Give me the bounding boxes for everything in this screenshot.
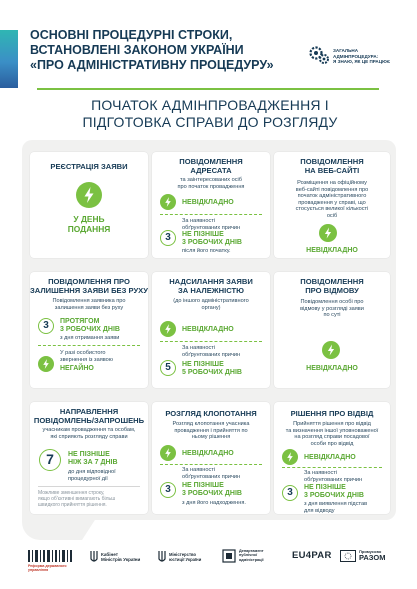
card-title: НАДСИЛАННЯ ЗАЯВИ ЗА НАЛЕЖНІСТЮ bbox=[169, 277, 253, 295]
lightning-icon bbox=[322, 341, 340, 359]
days-number-badge: 3 bbox=[160, 230, 176, 246]
trident-icon bbox=[158, 550, 166, 564]
condition-text: За наявності обґрунтованих причин bbox=[182, 218, 241, 231]
logo-caption: Кабінет Міністрів України bbox=[101, 552, 141, 563]
card-forward-application bbox=[152, 272, 270, 388]
card-subtitle: Повідомлення особі про відмову у розгляді заяви по суті bbox=[300, 299, 364, 319]
deadline-immediately: НЕВІДКЛАДНО bbox=[306, 247, 358, 254]
logo-eu4par: EU4PAR bbox=[292, 550, 332, 561]
lightning-icon bbox=[160, 321, 176, 337]
card-subtitle: та заінтересованих осіб про початок провадження bbox=[177, 177, 245, 190]
deadline-note: з дня виявлення підстав для відводу bbox=[304, 501, 368, 514]
logo-together bbox=[340, 546, 400, 576]
logo-pa-reform bbox=[28, 546, 86, 576]
lightning-icon bbox=[38, 356, 54, 372]
card-title: РЕЄСТРАЦІЯ ЗАЯВИ bbox=[50, 162, 128, 171]
deadline-days: НЕ ПІЗНІШЕ 3 РОБОЧИХ ДНІВ bbox=[304, 484, 364, 499]
logo-public-admin-dept bbox=[222, 546, 280, 576]
deadline-days: ПРОТЯГОМ 3 РОБОЧИХ ДНІВ bbox=[60, 318, 120, 333]
days-number-badge: 5 bbox=[160, 360, 176, 376]
campaign-logo bbox=[308, 44, 416, 70]
fine-print: Можливе зменшення строку, якщо об'єктивні вимагають більш швидкого прийняття рішення. bbox=[38, 490, 116, 508]
lightning-icon bbox=[160, 194, 176, 210]
condition-text: У разі особистого звернення із заявою bbox=[60, 350, 113, 363]
logo-cabinet-ministers bbox=[90, 546, 152, 576]
deadline-immediately: НЕВІДКЛАДНО bbox=[182, 450, 234, 457]
days-number-badge: 7 bbox=[39, 449, 61, 471]
card-motion-review bbox=[152, 402, 270, 514]
days-number-badge: 3 bbox=[38, 318, 54, 334]
deadline-days: НЕ ПІЗНІШЕ НІЖ ЗА 7 ДНІВ bbox=[68, 451, 118, 466]
logo-caption: Реформа державного управління bbox=[28, 564, 67, 573]
logo-ministry-justice bbox=[158, 546, 216, 576]
deadline-note: після його початку. bbox=[182, 248, 231, 254]
trident-icon bbox=[90, 550, 98, 564]
days-number-badge: 3 bbox=[282, 485, 298, 501]
card-subtitle: Прийняття рішення про відвід та визначення іншої уповноваженої на розгляд справи посадової особи про відвід bbox=[285, 421, 379, 447]
deadline-days: НЕ ПІЗНІШЕ 3 РОБОЧИХ ДНІВ bbox=[182, 231, 242, 246]
partner-logos bbox=[0, 546, 417, 580]
card-title: НАПРАВЛЕННЯ ПОВІДОМЛЕНЬ/ЗАПРОШЕНЬ bbox=[33, 407, 145, 425]
deadline-note: з дня отримання заяви bbox=[60, 335, 120, 341]
card-title: ПОВІДОМЛЕННЯ ПРО ЗАЛИШЕННЯ ЗАЯВИ БЕЗ РУХУ bbox=[30, 277, 148, 295]
card-subtitle: учасникам провадження та особам, які сприяють розгляду справи bbox=[42, 427, 136, 440]
card-recusal-decision bbox=[274, 402, 390, 514]
card-website-notice bbox=[274, 152, 390, 258]
dashed-divider bbox=[38, 345, 140, 346]
lightning-icon bbox=[282, 449, 298, 465]
card-subtitle: Повідомлення заявника про залишення заяви без руху bbox=[52, 298, 126, 311]
card-subtitle: (до іншого адміністративного органу) bbox=[173, 298, 249, 311]
days-number-badge: 3 bbox=[160, 482, 176, 498]
divider bbox=[38, 486, 140, 487]
header-divider bbox=[37, 88, 379, 90]
lightning-icon bbox=[319, 224, 337, 242]
card-addressee-notice bbox=[152, 152, 270, 258]
logo-text: ЗАГАЛЬНА АДМІНПРОЦЕДУРА: Я ЗНАЮ, ЯК ЦЕ ПРАЦЮЄ bbox=[333, 48, 391, 65]
card-deadline: У ДЕНЬ ПОДАННЯ bbox=[67, 214, 111, 234]
title-line: «ПРО АДМІНІСТРАТИВНУ ПРОЦЕДУРУ» bbox=[30, 58, 274, 72]
main-title bbox=[30, 28, 300, 73]
deadline-immediately: НЕГАЙНО bbox=[60, 365, 94, 372]
card-title: РІШЕННЯ ПРО ВІДВІД bbox=[290, 409, 374, 418]
title-line: ВСТАНОВЛЕНІ ЗАКОНОМ УКРАЇНИ bbox=[30, 43, 244, 57]
card-subtitle: Розгляд клопотання учасника провадження і прийняття по ньому рішення bbox=[172, 421, 250, 441]
condition-text: За наявності обґрунтованих причин bbox=[182, 345, 241, 358]
card-title: ПОВІДОМЛЕННЯ АДРЕСАТА bbox=[179, 157, 243, 175]
deadline-days: НЕ ПІЗНІШЕ 3 РОБОЧИХ ДНІВ bbox=[182, 482, 242, 497]
header-accent-bar bbox=[0, 30, 18, 88]
dashed-divider bbox=[160, 214, 262, 215]
dashed-divider bbox=[282, 467, 382, 468]
logo-caption: Примусово РАЗОМ bbox=[359, 549, 386, 563]
card-title: РОЗГЛЯД КЛОПОТАННЯ bbox=[165, 409, 257, 418]
condition-text: За наявності обґрунтованих причин bbox=[182, 467, 241, 480]
lightning-icon bbox=[76, 182, 102, 208]
logo-caption: Департамент публічної адміністрації bbox=[239, 549, 264, 562]
card-title: ПОВІДОМЛЕННЯ ПРО ВІДМОВУ bbox=[300, 277, 364, 295]
deadline-days: НЕ ПІЗНІШЕ 5 РОБОЧИХ ДНІВ bbox=[182, 361, 242, 376]
deadline-immediately: НЕВІДКЛАДНО bbox=[182, 199, 234, 206]
card-registration bbox=[30, 152, 148, 258]
eu-flag-icon bbox=[340, 550, 356, 562]
card-invitations bbox=[30, 402, 148, 514]
dashed-divider bbox=[160, 341, 262, 342]
deadline-note: до дня відповідної процедурної дії bbox=[68, 469, 116, 482]
deadline-note: з дня його надходження. bbox=[182, 500, 246, 506]
card-refusal-notice bbox=[274, 272, 390, 388]
deadline-immediately: НЕВІДКЛАДНО bbox=[304, 454, 356, 461]
dashed-divider bbox=[160, 464, 262, 465]
lightning-icon bbox=[160, 445, 176, 461]
card-title: ПОВІДОМЛЕННЯ НА ВЕБ-САЙТІ bbox=[300, 157, 364, 175]
deadline-immediately: НЕВІДКЛАДНО bbox=[182, 326, 234, 333]
gears-icon bbox=[308, 44, 330, 66]
barcode-icon bbox=[28, 550, 72, 562]
card-body: Розміщення на офіційному веб-сайті повідомлення про початок адміністративного провадження у справі, що стосується великої кількості осіб bbox=[295, 180, 369, 219]
section-subtitle: ПОЧАТОК АДМІНПРОВАДЖЕННЯ І ПІДГОТОВКА СПРАВИ ДО РОЗГЛЯДУ bbox=[82, 97, 338, 130]
logo-caption: Міністерство юстиції України bbox=[169, 552, 202, 563]
department-icon bbox=[222, 549, 236, 563]
card-no-motion-notice bbox=[30, 272, 148, 388]
title-line: ОСНОВНІ ПРОЦЕДУРНІ СТРОКИ, bbox=[30, 28, 233, 42]
deadline-immediately: НЕВІДКЛАДНО bbox=[306, 365, 358, 372]
condition-text: За наявності обґрунтованих причин bbox=[304, 470, 363, 483]
